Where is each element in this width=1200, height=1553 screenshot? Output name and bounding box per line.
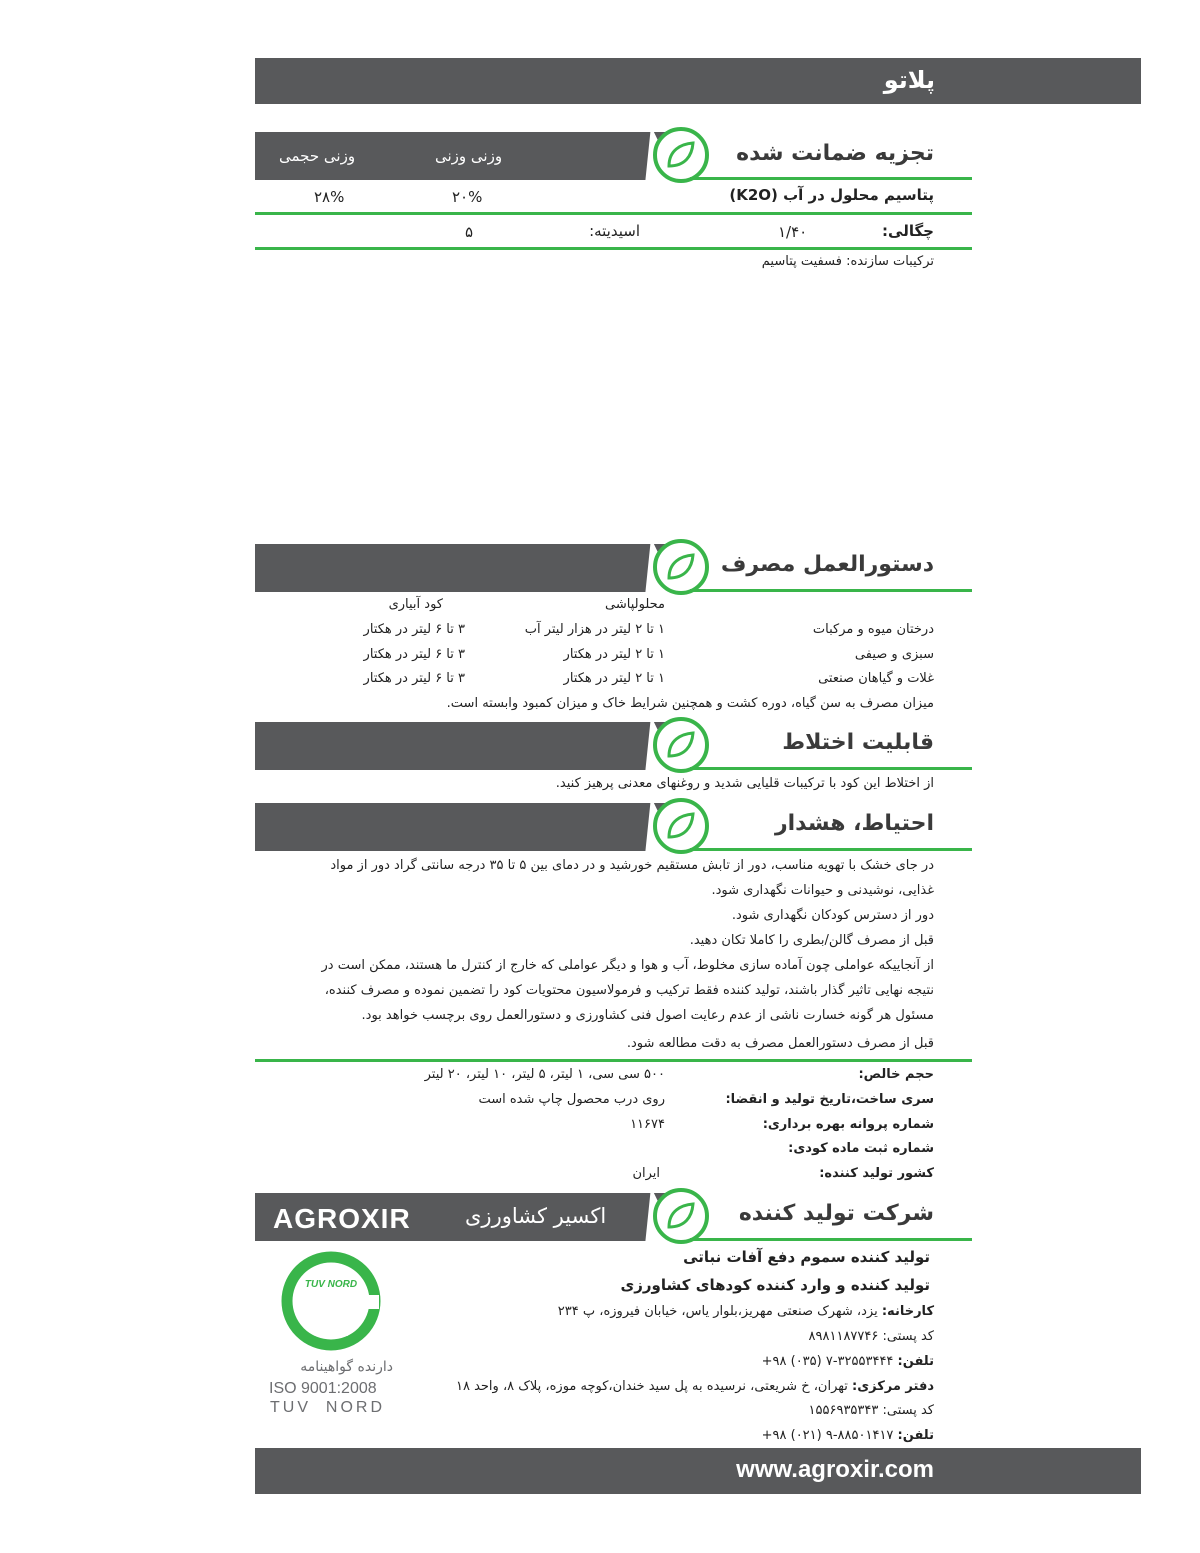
potassium-volume-value: ۲۸% (314, 188, 345, 206)
agroxir-logo: AGROXIR (273, 1203, 411, 1234)
usage-crop: درختان میوه و مرکبات (812, 622, 934, 637)
company-name-fa: اکسیر کشاورزی (465, 1204, 607, 1228)
producer-title: شرکت تولید کننده (738, 1201, 934, 1226)
warning-line: غذایی، نوشیدنی و حیوانات نگهداری شود. (711, 883, 934, 898)
product-title: پلاتو (883, 66, 935, 94)
usage-note: میزان مصرف به سن گیاه، دوره کشت و همچنین شرایط خاک و میزان کمبود وابسته است. (446, 696, 934, 711)
usage-irrigation: ۳ تا ۶ لیتر در هکتار (363, 622, 465, 637)
badge-top-text: TUV NORD (304, 1279, 358, 1290)
leaf-icon (645, 1187, 711, 1245)
divider (255, 1059, 972, 1062)
density-value: ۱/۴۰ (778, 223, 808, 241)
spec-value: ۵۰۰ سی سی، ۱ لیتر، ۵ لیتر، ۱۰ لیتر، ۲۰ لیتر (424, 1067, 665, 1082)
col-weight-weight: وزنی وزنی (435, 147, 503, 165)
spec-value: ایران (632, 1166, 660, 1181)
warning-line: در جای خشک با تهویه مناسب، دور از تابش مستقیم خورشید و در دمای بین ۵ تا ۳۵ درجه سانتی گراد دور از مواد (330, 858, 934, 873)
analysis-title: تجزیه ضمانت شده (736, 141, 934, 166)
usage-irrigation: ۳ تا ۶ لیتر در هکتار (363, 671, 465, 686)
postal-code: کد پستی: ۸۹۸۱۱۸۷۷۴۶ (808, 1329, 934, 1344)
phone-label: تلفن: (897, 1428, 934, 1443)
product-title-bar (255, 58, 1141, 104)
col-weight-volume: وزنی حجمی (279, 147, 356, 165)
leaf-icon (645, 797, 711, 855)
office-text: تهران، خ شریعتی، نرسیده به پل سید خندان،کوچه موزه، پلاک ۸، واحد ۱۸ (455, 1379, 848, 1394)
certificate-body: TUV NORD (270, 1399, 385, 1416)
phone-number: ۳۲۵۵۳۴۴۴-۷ (۰۳۵) ۹۸+ (761, 1354, 894, 1369)
mixing-text: از اختلاط این کود با ترکیبات قلیایی شدید و روغنهای معدنی پرهیز کنید. (555, 776, 934, 791)
usage-col-spray: محلولپاشی (605, 597, 665, 612)
certificate-standard: ISO 9001:2008 (269, 1380, 377, 1397)
mixing-header-underline (690, 767, 972, 770)
acidity-label: اسیدیته: (589, 222, 640, 240)
warning-header-bar (255, 803, 675, 851)
usage-spray: ۱ تا ۲ لیتر در هزار لیتر آب (524, 622, 665, 637)
postal-code: کد پستی: ۱۵۵۶۹۳۵۳۴۳ (808, 1403, 934, 1418)
mixing-title: قابلیت اختلاط (782, 730, 934, 755)
warning-final: قبل از مصرف دستورالعمل مصرف به دقت مطالعه شود. (626, 1036, 934, 1051)
tuv-iso-badge (276, 1251, 386, 1351)
factory-address (558, 1304, 934, 1319)
potassium-weight-value: ۲۰% (452, 188, 483, 206)
usage-crop: سبزی و صیفی (854, 647, 934, 662)
usage-title: دستورالعمل مصرف (720, 552, 934, 577)
leaf-icon (645, 538, 711, 596)
warning-line: نتیجه نهایی تاثیر گذار باشند، تولید کننده فقط ترکیب و فرمولاسیون محتویات کود را تضمین نموده و مصرف کننده، (324, 983, 934, 998)
potassium-row-label: پتاسیم محلول در آب (K2O) (729, 186, 934, 204)
phone-label: تلفن: (897, 1354, 934, 1369)
spec-label: شماره پروانه بهره برداری: (762, 1117, 934, 1132)
spec-label: حجم خالص: (858, 1067, 934, 1082)
phone (762, 1428, 934, 1443)
divider (255, 212, 972, 215)
warning-line: از آنجاییکه عواملی چون آماده سازی مخلوط، آب و هوا و دیگر عواملی که خارج از کنترل ما هستند، ممکن است در (321, 958, 934, 973)
phone-number: ۸۸۵۰۱۴۱۷-۹ (۰۲۱) ۹۸+ (761, 1428, 894, 1443)
office-address (456, 1379, 934, 1394)
spec-value: روی درب محصول چاپ شده است (478, 1092, 665, 1107)
usage-header-underline (690, 589, 972, 592)
certificate-holder: دارنده گواهینامه (300, 1359, 393, 1375)
acidity-value: ۵ (465, 223, 474, 241)
warning-header-underline (690, 848, 972, 851)
usage-header-bar (255, 544, 675, 592)
warning-line: قبل از مصرف گالن/بطری را کاملا تکان دهید. (689, 933, 934, 948)
usage-irrigation: ۳ تا ۶ لیتر در هکتار (363, 647, 465, 662)
usage-crop: غلات و گیاهان صنعتی (818, 671, 934, 686)
factory-text: یزد، شهرک صنعتی مهریز،بلوار یاس، خیابان فیروزه، پ ۲۳۴ (557, 1304, 878, 1319)
mixing-header-bar (255, 722, 675, 770)
usage-spray: ۱ تا ۲ لیتر در هکتار (563, 647, 665, 662)
analysis-header-underline (690, 177, 972, 180)
badge-bottom-text: ISO 9001 (314, 1329, 348, 1338)
ingredients: ترکیبات سازنده: فسفیت پتاسیم (761, 254, 934, 269)
phone (762, 1354, 934, 1369)
producer-line: تولید کننده سموم دفع آفات نباتی (683, 1248, 930, 1266)
divider (255, 247, 972, 250)
spec-value: ۱۱۶۷۴ (630, 1117, 665, 1132)
warning-line: دور از دسترس کودکان نگهداری شود. (731, 908, 934, 923)
spec-label: کشور تولید کننده: (819, 1166, 934, 1181)
warning-line: مسئول هر گونه خسارت ناشی از عدم رعایت اصول فنی کشاورزی و دستورالعمل روی برچسب خواهد بود. (361, 1008, 934, 1023)
density-label: چگالی: (882, 222, 934, 240)
spec-label: شماره ثبت ماده کودی: (788, 1141, 934, 1156)
spec-label: سری ساخت،تاریخ تولید و انقضا: (725, 1092, 934, 1107)
website-link[interactable]: www.agroxir.com (736, 1456, 934, 1483)
producer-line: تولید کننده و وارد کننده کودهای کشاورزی (620, 1276, 930, 1294)
producer-header-underline (690, 1238, 972, 1241)
footer-bar (255, 1448, 1141, 1494)
factory-label: کارخانه: (881, 1304, 934, 1319)
office-label: دفتر مرکزی: (852, 1379, 934, 1394)
leaf-icon (645, 126, 711, 184)
leaf-icon (645, 716, 711, 774)
usage-col-irrigation: کود آبیاری (388, 597, 443, 612)
warning-title: احتیاط، هشدار (774, 811, 934, 836)
usage-spray: ۱ تا ۲ لیتر در هکتار (563, 671, 665, 686)
